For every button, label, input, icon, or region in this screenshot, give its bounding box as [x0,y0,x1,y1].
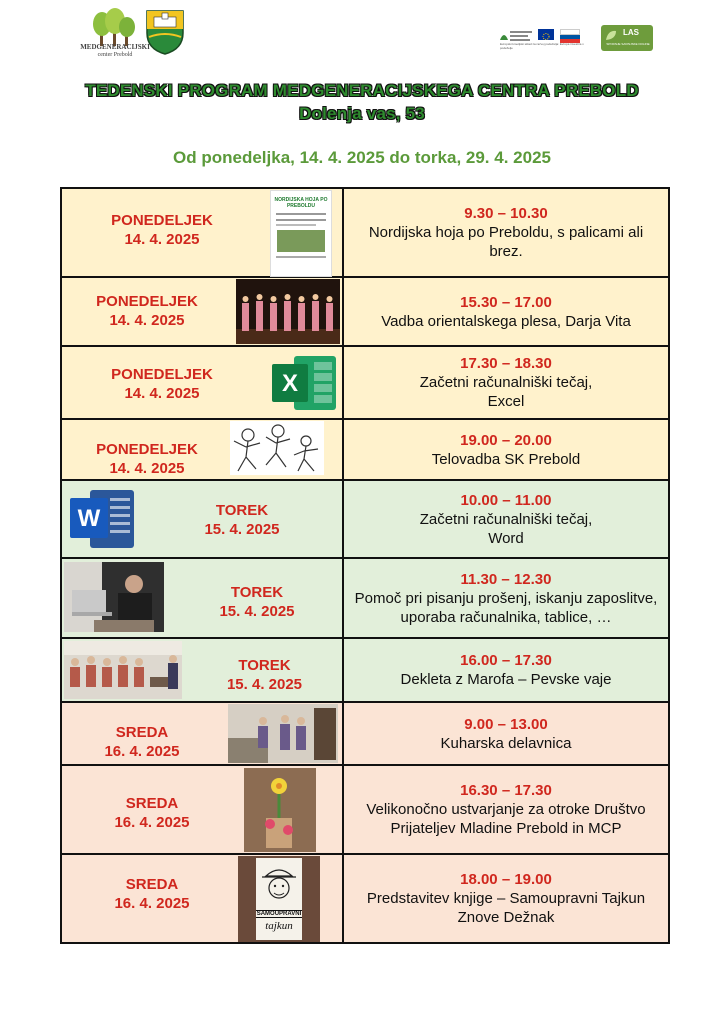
laptop-photo [64,562,164,632]
day-date: 16. 4. 2025 [114,814,190,831]
day-cell [61,854,343,943]
day-cell [61,419,343,480]
nordic-walking-poster-image [270,190,332,277]
flower-craft-photo [244,768,316,852]
dancers-photo [236,279,340,344]
table-row [61,480,669,558]
day-date: 14. 4. 2025 [124,385,200,402]
activity-description: Pomoč pri pisanju prošenj, iskanju zaposlitve, uporaba računalnika, tablice, … [354,589,658,626]
day-name: SREDA [125,876,179,893]
table-row [61,188,669,277]
day-cell [61,702,343,765]
activity-cell [343,765,669,854]
slovenia-flag-icon [560,29,580,41]
day-name: PONEDELJEK [111,212,213,229]
table-row [61,854,669,943]
day-name: TOREK [238,657,291,674]
funding-caption: Evropski kmetijski sklad za razvoj podeželja: Evropa investira v podeželje [500,42,584,50]
activity-time: 10.00 – 11.00 [460,491,552,509]
las-logo-subtext: SPODNJE SAVINJSKE DOLINE [606,42,650,46]
activity-time: 9.30 – 10.30 [464,205,548,222]
day-date: 15. 4. 2025 [219,603,295,620]
table-row [61,277,669,346]
activity-description: Nordijska hoja po Preboldu, s palicami ali brez. [368,224,644,260]
exercise-drawing [230,421,324,475]
book-cover [238,856,320,942]
activity-description: Telovadba SK Prebold [431,450,581,468]
day-name: TOREK [215,502,269,519]
prebold-coat-of-arms [145,9,185,55]
day-date: 16. 4. 2025 [114,895,190,912]
activity-cell [343,702,669,765]
day-name: PONEDELJEK [96,293,198,310]
day-name: PONEDELJEK [96,441,198,458]
program-period: Od ponedeljka, 14. 4. 2025 do torka, 29. 4. 2025 [173,148,551,167]
activity-time: 16.00 – 17.30 [460,652,552,669]
activity-description: Kuharska delavnica [440,734,572,752]
table-row [61,702,669,765]
activity-cell [343,480,669,558]
choir-photo [64,641,182,699]
program-table [60,187,670,944]
day-date: 15. 4. 2025 [226,676,303,693]
day-cell [61,480,343,558]
day-cell [61,346,343,419]
word-letter: W [77,505,101,532]
day-cell [61,188,343,277]
day-name: TOREK [230,584,284,601]
activity-description: Dekleta z Marofa – Pevske vaje [400,671,612,688]
day-date: 14. 4. 2025 [109,312,185,329]
activity-cell [343,854,669,943]
day-date: 15. 4. 2025 [204,521,280,538]
activity-cell [343,188,669,277]
activity-time: 17.30 – 18.30 [460,355,552,372]
day-cell [61,558,343,638]
activity-cell [343,419,669,480]
day-name: SREDA [125,795,179,812]
day-date: 16. 4. 2025 [104,743,180,760]
table-row [61,419,669,480]
page-subtitle-address: Dolenja vas, 53 [299,104,425,123]
table-row [61,638,669,702]
activity-description: Velikonočno ustvarjanje za otroke Društvo Prijateljev Mladine Prebold in MCP [366,801,646,837]
activity-description: Vadba orientalskega plesa, Darja Vita [381,312,631,330]
day-cell [61,638,343,702]
day-cell [61,277,343,346]
activity-description: Začetni računalniški tečaj, Excel [419,374,593,410]
activity-description: Predstavitev knjige – Samoupravni Tajkun Znove Dežnak [366,890,646,926]
las-logo [601,25,653,51]
table-row [61,346,669,419]
day-date: 14. 4. 2025 [124,231,200,248]
day-name: SREDA [115,724,169,741]
activity-cell [343,558,669,638]
book-title: SAMOUPRAVNI [256,911,302,917]
kitchen-photo [228,704,338,763]
activity-time: 11.30 – 12.30 [460,570,552,588]
table-row [61,765,669,854]
table-row [61,558,669,638]
excel-letter: X [281,370,298,397]
excel-icon [270,352,340,414]
book-subtitle: tajkun [265,920,293,932]
day-name: PONEDELJEK [111,366,213,383]
logo-subcaption: center Prebold [97,52,133,58]
logo-caption: MEDGENERACIJSKI [80,43,150,51]
activity-time: 19.00 – 20.00 [460,431,552,449]
activity-time: 9.00 – 13.00 [464,715,548,733]
day-date: 14. 4. 2025 [109,460,185,477]
word-icon [68,486,138,552]
las-logo-text: LAS [623,28,639,37]
activity-time: 15.30 – 17.00 [460,293,552,311]
activity-time: 18.00 – 19.00 [460,871,552,888]
activity-cell [343,277,669,346]
activity-time: 16.30 – 17.30 [460,782,552,799]
day-cell [61,765,343,854]
poster-title: NORDIJSKA HOJA PO PREBOLDU [274,197,328,209]
activity-cell [343,638,669,702]
activity-cell [343,346,669,419]
eu-flag-icon [538,29,554,40]
activity-description: Začetni računalniški tečaj, Word [419,510,593,547]
page-title: TEDENSKI PROGRAM MEDGENERACIJSKEGA CENTRA PREBOLD [85,81,639,100]
